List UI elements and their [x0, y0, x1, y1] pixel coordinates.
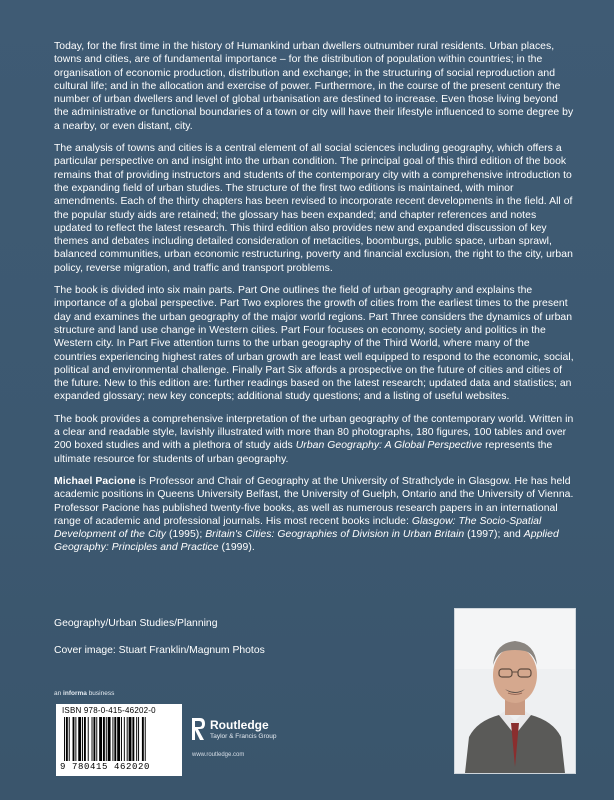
barcode-bar: [121, 717, 122, 761]
barcode-bar: [92, 717, 93, 761]
author-bio: [54, 475, 574, 555]
routledge-logo-icon: [192, 716, 206, 742]
barcode-bar: [99, 717, 102, 761]
barcode-bar: [88, 717, 89, 761]
book-title: Urban Geography: A Global Perspective: [295, 440, 483, 452]
author-photo: [454, 608, 576, 774]
barcode-number: 9 780415 462020: [60, 762, 151, 772]
barcode-bar: [73, 717, 75, 761]
barcode-bar: [84, 717, 86, 761]
barcode-bar: [114, 717, 116, 761]
barcode-bar: [145, 717, 146, 761]
barcode-bar: [82, 717, 83, 761]
subject-category: Geography/Urban Studies/Planning: [54, 618, 218, 629]
barcode-bar: [132, 717, 134, 761]
barcode-bar: [117, 717, 120, 761]
barcode-bar: [69, 717, 70, 761]
recent-book-2: Britain's Cities: Geographies of Division in Urban Britain: [205, 529, 465, 541]
barcode-bar: [78, 717, 81, 761]
barcode-bar: [142, 717, 144, 761]
publisher-name: Routledge: [210, 718, 269, 732]
recent-book-3-year: (1999).: [218, 542, 255, 554]
isbn-label: ISBN 978-0-415-46202-0: [62, 706, 156, 715]
paragraph-structure: The book is divided into six main parts. Part One outlines the field of urban geography and explains the importance of a global perspective. Part Two explores the growth of cities from the earliest times to the present day and examines the urban geography of the major world regions. Part Three considers the dynamics of urban structure and land use change in Western cities. Part Four focuses on economy, society and politics in the Western city. In Part Five attention turns to the urban geography of the Third World, where many of the countries experiencing highest rates of urban growth are least well equipped to respond to the economic, social, political and environmental challenge. Finally Part Six affords a prospective on the future of cities and cities of the future. New to this edition are: further readings based on the latest research; updated data and statistics; an expanded glossary; new key concepts; additional study questions; and a listing of useful websites.: [54, 285, 574, 403]
cover-credit: Cover image: Stuart Franklin/Magnum Photos: [54, 645, 265, 656]
informa-prefix: an: [54, 690, 64, 697]
barcode-bar: [66, 717, 68, 761]
paragraph-intro: Today, for the first time in the history of Humankind urban dwellers outnumber rural residents. Urban places, towns and cities, are of fundamental importance – for the distribution of population within countries; in the organisation of economic production, distribution and exchange; in the structuring of social reproduction and cultural life; and in the allocation and exercise of power. Furthermore, in the course of the present century the number of urban dwellers and level of global urbanisation are destined to increase. Even those living beyond the administrative or functional boundaries of a town or city will have their lifestyle influenced to some degree by a nearby, or even distant, city.: [54, 41, 574, 132]
barcode-bar: [136, 717, 137, 761]
recent-book-2-year: (1997); and: [464, 529, 524, 541]
summary-text-start: The book provides a comprehensive interpretation of the urban geography of the contemporary world. Written in a clear and readable style, lavishly illustrated with more than 80 photographs, 180 figures, 100 tables and over 200 boxed studies and with a plethora of study aids: [54, 413, 574, 452]
barcode-bar: [103, 717, 105, 761]
author-bio-text: is Professor and Chair of Geography at the University of Strathclyde in Glasgow. He has held academic positions in Queens University Belfast, the University of Guelph, Ontario and the University of Vienna. Professor Pacione has published twenty-five books, as well as numerous research papers in an international range of academic and professional journals. His most recent books include:: [54, 475, 574, 527]
recent-book-3: Applied Geography: Principles and Practice: [54, 529, 559, 554]
informa-brand: informa: [63, 690, 87, 697]
author-name: Michael Pacione: [54, 475, 136, 487]
author-portrait-illustration: [455, 609, 575, 773]
barcode-bar: [75, 717, 76, 761]
barcode-bar: [112, 717, 113, 761]
barcode-bar: [129, 717, 132, 761]
publisher-url: www.routledge.com: [192, 752, 245, 758]
paragraph-summary: [54, 413, 574, 466]
paragraph-analysis: The analysis of towns and cities is a central element of all social sciences including geography, which offers a particular perspective on and insight into the urban condition. The principal goal of this third edition of the book remains that of providing instructors and students of the contemporary city with a comprehensive introduction to the expanding field of urban studies. The structure of the first two editions is maintained, with minor amendments. Each of the thirty chapters has been revised to incorporate recent developments in the field. All of the popular study aids are retained; the glossary has been expanded; and chapter references and notes updated to reflect the latest research. This third edition also provides new and expanded discussion of key themes and debates including detailed consideration of metacities, boomburgs, public space, urban sprawl, balanced communities, urban economic restructuring, poverty and financial exclusion, the right to the city, urban policy, reverse migration, and traffic and transport problems.: [54, 143, 573, 274]
barcode-bar: [96, 717, 97, 761]
barcode-bar: [138, 717, 139, 761]
recent-book-1-year: (1995);: [166, 529, 206, 541]
informa-suffix: business: [86, 690, 115, 697]
blurb-text: [54, 40, 574, 564]
barcode-bar: [106, 717, 107, 761]
barcode-bar: [127, 717, 128, 761]
publisher-group: Taylor & Francis Group: [210, 733, 277, 740]
informa-business-tag: [54, 690, 114, 697]
barcode-bar: [93, 717, 95, 761]
barcode-bar: [124, 717, 125, 761]
summary-text-end: represents the ultimate resource for students of urban geography.: [54, 440, 553, 465]
isbn-barcode: [56, 704, 182, 776]
barcode-bar: [108, 717, 111, 761]
recent-book-1: Glasgow: The Socio-Spatial Development of the City: [54, 515, 542, 541]
barcode-bar: [64, 717, 65, 761]
barcode-bars: [62, 717, 176, 761]
